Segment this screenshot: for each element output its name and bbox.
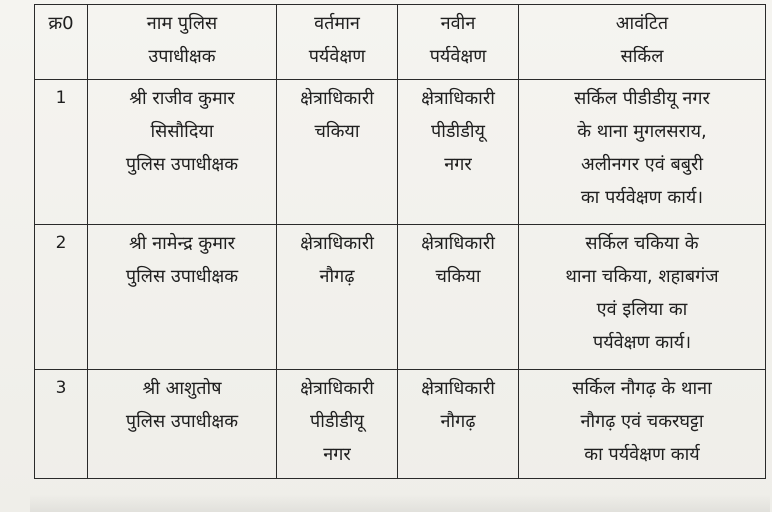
cell-text-line: थाना चकिया, शहाबगंज — [565, 266, 719, 287]
header-serial-number: क्र0 — [35, 5, 88, 80]
cell-text-line: सर्किल नौगढ़ के थाना — [572, 378, 712, 399]
table-row — [35, 370, 766, 479]
table-row — [35, 225, 766, 370]
current-supervision-cell — [277, 225, 398, 370]
officer-assignment-table — [34, 4, 766, 479]
header-text-line: पर्यवेक्षण — [308, 46, 366, 67]
cell-text-line: चकिया — [435, 266, 481, 287]
header-allotted-circle — [519, 5, 766, 80]
cell-text-line: पुलिस उपाधीक्षक — [125, 154, 239, 175]
officer-name-cell — [88, 80, 277, 225]
header-text-line: सर्किल — [620, 46, 664, 67]
cell-text-line: नगर — [444, 154, 472, 175]
current-supervision-cell — [277, 370, 398, 479]
cell-text-line: क्षेत्राधिकारी — [421, 88, 495, 109]
header-text-line: आवंटित — [615, 13, 669, 34]
current-supervision-cell — [277, 80, 398, 225]
officer-name-cell — [88, 225, 277, 370]
allotted-circle-cell — [519, 225, 766, 370]
cell-text-line: पुलिस उपाधीक्षक — [125, 266, 239, 287]
new-supervision-cell — [398, 225, 519, 370]
header-text-line: पर्यवेक्षण — [429, 46, 487, 67]
cell-text-line: श्री राजीव कुमार — [129, 88, 235, 109]
header-text-line: नाम पुलिस — [146, 13, 218, 34]
cell-text-line: क्षेत्राधिकारी — [421, 233, 495, 254]
cell-text-line: का पर्यवेक्षण कार्य — [584, 444, 700, 465]
allotted-circle-cell — [519, 80, 766, 225]
cell-text-line: चकिया — [314, 121, 360, 142]
cell-text-line: क्षेत्राधिकारी — [300, 88, 374, 109]
officer-name-cell — [88, 370, 277, 479]
cell-text-line: नौगढ़ — [319, 266, 355, 287]
header-officer-name — [88, 5, 277, 80]
cell-text-line: एवं इलिया का — [596, 299, 688, 320]
cell-text-line: क्षेत्राधिकारी — [300, 233, 374, 254]
cell-text-line: क्षेत्राधिकारी — [300, 378, 374, 399]
cell-text-line: श्री नामेन्द्र कुमार — [129, 233, 235, 254]
cell-text-line: पीडीडीयू — [431, 121, 485, 142]
page-bottom-shadow — [30, 494, 770, 512]
cell-text-line: क्षेत्राधिकारी — [421, 378, 495, 399]
serial-number-cell: 2 — [35, 225, 88, 370]
cell-text-line: के थाना मुगलसराय, — [577, 121, 707, 142]
table-row — [35, 80, 766, 225]
cell-text-line: सर्किल चकिया के — [585, 233, 699, 254]
serial-number-cell: 3 — [35, 370, 88, 479]
header-text-line: नवीन — [440, 13, 476, 34]
new-supervision-cell — [398, 80, 519, 225]
serial-number-cell: 1 — [35, 80, 88, 225]
cell-text-line: का पर्यवेक्षण कार्य। — [580, 187, 704, 208]
header-text-line: वर्तमान — [314, 13, 360, 34]
table-header-row — [35, 5, 766, 80]
header-current-supervision — [277, 5, 398, 80]
cell-text-line: पीडीडीयू — [310, 411, 364, 432]
cell-text-line: सिसौदिया — [150, 121, 214, 142]
allotted-circle-cell — [519, 370, 766, 479]
header-text-line: उपाधीक्षक — [148, 46, 216, 67]
cell-text-line: पर्यवेक्षण कार्य। — [592, 332, 692, 353]
cell-text-line: अलीनगर एवं बबुरी — [580, 154, 704, 175]
header-new-supervision — [398, 5, 519, 80]
new-supervision-cell — [398, 370, 519, 479]
cell-text-line: नगर — [323, 444, 351, 465]
cell-text-line: श्री आशुतोष — [142, 378, 222, 399]
cell-text-line: नौगढ़ — [440, 411, 476, 432]
cell-text-line: नौगढ़ एवं चकरघट्टा — [580, 411, 704, 432]
cell-text-line: सर्किल पीडीडीयू नगर — [574, 88, 710, 109]
cell-text-line: पुलिस उपाधीक्षक — [125, 411, 239, 432]
